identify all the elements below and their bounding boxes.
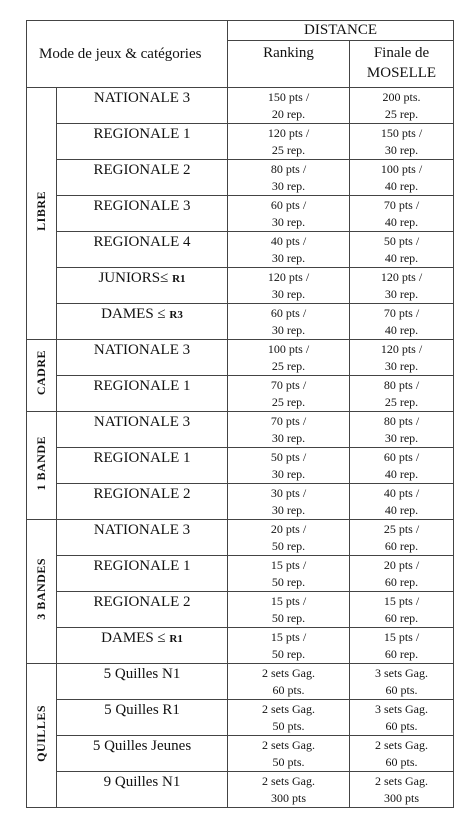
value-line-1: 15 pts /	[270, 630, 307, 644]
ranking-cell	[228, 664, 350, 700]
finale-cell	[350, 736, 454, 772]
finale-cell	[350, 700, 454, 736]
value-line-1: 60 pts /	[270, 306, 307, 320]
value-line-2: 30 rep.	[384, 287, 419, 301]
finale-cell	[350, 592, 454, 628]
value-line-2: 40 rep.	[384, 323, 419, 337]
category-cell	[57, 160, 228, 196]
category-cell	[57, 448, 228, 484]
table-row	[27, 664, 454, 700]
category-cell	[57, 124, 228, 160]
category-cell	[57, 664, 228, 700]
finale-cell	[350, 232, 454, 268]
table-row	[27, 412, 454, 448]
category-name: 5 Quilles R1	[104, 702, 180, 718]
value-line-1: 2 sets Gag.	[262, 738, 316, 752]
ranking-cell	[228, 304, 350, 340]
table-row	[27, 88, 454, 124]
value-line-1: 80 pts /	[383, 378, 420, 392]
category-cell	[57, 304, 228, 340]
value-line-2: 60 rep.	[384, 575, 419, 589]
value-line-2: 30 rep.	[384, 431, 419, 445]
category-name: DAMES ≤	[101, 306, 166, 322]
category-cell	[57, 484, 228, 520]
category-name: 5 Quilles Jeunes	[92, 738, 192, 754]
distance-header: DISTANCE	[228, 21, 454, 41]
value-line-1: 70 pts /	[383, 198, 420, 212]
value-line-2: 30 rep.	[271, 467, 306, 481]
section-label	[27, 340, 57, 412]
table-body	[27, 88, 454, 808]
table-row	[27, 448, 454, 484]
category-name: REGIONALE 2	[93, 486, 191, 502]
category-cell	[57, 232, 228, 268]
category-name: REGIONALE 3	[93, 198, 191, 214]
category-cell	[57, 736, 228, 772]
ranking-cell	[228, 556, 350, 592]
value-line-2: 60 rep.	[384, 611, 419, 625]
section-label	[27, 88, 57, 340]
category-cell	[57, 376, 228, 412]
value-line-1: 80 pts /	[270, 162, 307, 176]
value-line-1: 15 pts /	[383, 594, 420, 608]
category-name: JUNIORS≤	[98, 270, 169, 286]
category-name: REGIONALE 1	[93, 378, 191, 394]
category-cell	[57, 520, 228, 556]
ranking-cell	[228, 700, 350, 736]
table-row	[27, 772, 454, 808]
value-line-2: 25 rep.	[384, 107, 419, 121]
category-name: REGIONALE 2	[93, 594, 191, 610]
value-line-2: 40 rep.	[384, 503, 419, 517]
value-line-1: 2 sets Gag.	[375, 774, 429, 788]
finale-cell	[350, 412, 454, 448]
value-line-1: 15 pts /	[383, 630, 420, 644]
category-name: NATIONALE 3	[93, 414, 191, 430]
table-row	[27, 196, 454, 232]
value-line-2: 300 pts	[271, 791, 307, 805]
value-line-1: 50 pts /	[383, 234, 420, 248]
value-line-1: 3 sets Gag.	[375, 702, 429, 716]
ranking-cell	[228, 268, 350, 304]
value-line-1: 20 pts /	[383, 558, 420, 572]
category-cell	[57, 196, 228, 232]
value-line-2: 30 rep.	[384, 143, 419, 157]
value-line-1: 60 pts /	[383, 450, 420, 464]
table-row	[27, 628, 454, 664]
finale-cell	[350, 628, 454, 664]
value-line-2: 50 rep.	[271, 539, 306, 553]
finale-cell	[350, 304, 454, 340]
finale-header	[350, 41, 454, 88]
value-line-1: 120 pts /	[380, 342, 423, 356]
table-row	[27, 700, 454, 736]
ranking-cell	[228, 736, 350, 772]
value-line-2: 60 pts.	[272, 683, 305, 697]
value-line-1: 150 pts /	[380, 126, 423, 140]
ranking-cell	[228, 232, 350, 268]
value-line-1: 150 pts /	[267, 90, 310, 104]
table-row	[27, 304, 454, 340]
ranking-cell	[228, 592, 350, 628]
category-name: NATIONALE 3	[93, 90, 191, 106]
category-name: REGIONALE 4	[93, 234, 191, 250]
category-name: NATIONALE 3	[93, 522, 191, 538]
value-line-1: 100 pts /	[267, 342, 310, 356]
category-name: REGIONALE 1	[93, 558, 191, 574]
section-label	[27, 664, 57, 808]
finale-cell	[350, 160, 454, 196]
value-line-1: 200 pts.	[382, 90, 421, 104]
value-line-2: 30 rep.	[271, 503, 306, 517]
value-line-2: 30 rep.	[384, 359, 419, 373]
table-row	[27, 376, 454, 412]
value-line-2: 50 rep.	[271, 611, 306, 625]
ranking-cell	[228, 448, 350, 484]
value-line-2: 25 rep.	[271, 395, 306, 409]
value-line-1: 25 pts /	[383, 522, 420, 536]
table-row	[27, 160, 454, 196]
category-level: R1	[172, 273, 186, 285]
value-line-1: 2 sets Gag.	[262, 774, 316, 788]
value-line-1: 2 sets Gag.	[262, 666, 316, 680]
table-row	[27, 520, 454, 556]
value-line-2: 25 rep.	[271, 143, 306, 157]
category-cell	[57, 340, 228, 376]
category-name: NATIONALE 3	[93, 342, 191, 358]
category-cell	[57, 772, 228, 808]
value-line-2: 60 rep.	[384, 647, 419, 661]
value-line-2: 25 rep.	[384, 395, 419, 409]
value-line-2: 60 rep.	[384, 539, 419, 553]
value-line-1: 120 pts /	[267, 126, 310, 140]
ranking-cell	[228, 520, 350, 556]
finale-cell	[350, 88, 454, 124]
section-label-text: LIBRE	[34, 191, 48, 231]
table-row	[27, 484, 454, 520]
value-line-2: 25 rep.	[271, 359, 306, 373]
finale-cell	[350, 772, 454, 808]
finale-header-line1: Finale de	[373, 45, 430, 61]
table-row	[27, 268, 454, 304]
value-line-1: 15 pts /	[270, 558, 307, 572]
value-line-1: 15 pts /	[270, 594, 307, 608]
ranking-cell	[228, 412, 350, 448]
table-row	[27, 340, 454, 376]
section-label-text: 1 BANDE	[34, 435, 48, 491]
value-line-2: 50 rep.	[271, 575, 306, 589]
value-line-2: 40 rep.	[384, 215, 419, 229]
ranking-cell	[228, 772, 350, 808]
section-label	[27, 412, 57, 520]
finale-cell	[350, 520, 454, 556]
finale-header-line2: MOSELLE	[366, 65, 437, 81]
table-row	[27, 556, 454, 592]
table-row	[27, 736, 454, 772]
value-line-2: 60 pts.	[385, 755, 418, 769]
value-line-1: 40 pts /	[270, 234, 307, 248]
table-row	[27, 124, 454, 160]
value-line-1: 2 sets Gag.	[262, 702, 316, 716]
value-line-1: 20 pts /	[270, 522, 307, 536]
value-line-1: 60 pts /	[270, 198, 307, 212]
category-name: DAMES ≤	[101, 630, 166, 646]
distance-table	[26, 20, 454, 808]
finale-cell	[350, 448, 454, 484]
value-line-2: 30 rep.	[271, 323, 306, 337]
category-cell	[57, 700, 228, 736]
value-line-1: 120 pts /	[267, 270, 310, 284]
ranking-cell	[228, 376, 350, 412]
category-level: R3	[169, 309, 183, 321]
value-line-2: 50 pts.	[272, 755, 305, 769]
value-line-1: 3 sets Gag.	[375, 666, 429, 680]
ranking-header: Ranking	[228, 41, 350, 88]
value-line-1: 2 sets Gag.	[375, 738, 429, 752]
mode-header: Mode de jeux & catégories	[27, 21, 228, 88]
ranking-cell	[228, 124, 350, 160]
value-line-2: 30 rep.	[271, 251, 306, 265]
ranking-cell	[228, 484, 350, 520]
section-label-text: 3 BANDES	[34, 558, 48, 620]
value-line-1: 50 pts /	[270, 450, 307, 464]
value-line-1: 80 pts /	[383, 414, 420, 428]
value-line-2: 40 rep.	[384, 251, 419, 265]
value-line-2: 300 pts	[384, 791, 420, 805]
value-line-2: 60 pts.	[385, 719, 418, 733]
finale-cell	[350, 196, 454, 232]
finale-cell	[350, 556, 454, 592]
value-line-1: 70 pts /	[383, 306, 420, 320]
category-cell	[57, 88, 228, 124]
section-label-text: CADRE	[34, 350, 48, 396]
category-name: REGIONALE 2	[93, 162, 191, 178]
finale-cell	[350, 124, 454, 160]
value-line-2: 30 rep.	[271, 179, 306, 193]
ranking-cell	[228, 88, 350, 124]
table-row	[27, 232, 454, 268]
category-cell	[57, 556, 228, 592]
category-name: REGIONALE 1	[93, 450, 191, 466]
finale-cell	[350, 376, 454, 412]
value-line-1: 30 pts /	[270, 486, 307, 500]
ranking-cell	[228, 196, 350, 232]
value-line-2: 50 rep.	[271, 647, 306, 661]
ranking-cell	[228, 160, 350, 196]
value-line-2: 60 pts.	[385, 683, 418, 697]
ranking-cell	[228, 628, 350, 664]
value-line-1: 100 pts /	[380, 162, 423, 176]
value-line-2: 20 rep.	[271, 107, 306, 121]
ranking-cell	[228, 340, 350, 376]
section-label	[27, 520, 57, 664]
value-line-2: 30 rep.	[271, 431, 306, 445]
section-label-text: QUILLES	[34, 704, 48, 762]
category-level: R1	[169, 633, 183, 645]
category-cell	[57, 628, 228, 664]
value-line-2: 40 rep.	[384, 179, 419, 193]
value-line-1: 70 pts /	[270, 414, 307, 428]
category-cell	[57, 268, 228, 304]
category-cell	[57, 592, 228, 628]
category-name: 5 Quilles N1	[103, 666, 181, 682]
table-row	[27, 592, 454, 628]
value-line-1: 120 pts /	[380, 270, 423, 284]
finale-cell	[350, 664, 454, 700]
value-line-1: 40 pts /	[383, 486, 420, 500]
finale-cell	[350, 268, 454, 304]
value-line-2: 30 rep.	[271, 287, 306, 301]
value-line-1: 70 pts /	[270, 378, 307, 392]
value-line-2: 40 rep.	[384, 467, 419, 481]
value-line-2: 50 pts.	[272, 719, 305, 733]
category-cell	[57, 412, 228, 448]
category-name: REGIONALE 1	[93, 126, 191, 142]
value-line-2: 30 rep.	[271, 215, 306, 229]
finale-cell	[350, 484, 454, 520]
finale-cell	[350, 340, 454, 376]
category-name: 9 Quilles N1	[103, 774, 181, 790]
